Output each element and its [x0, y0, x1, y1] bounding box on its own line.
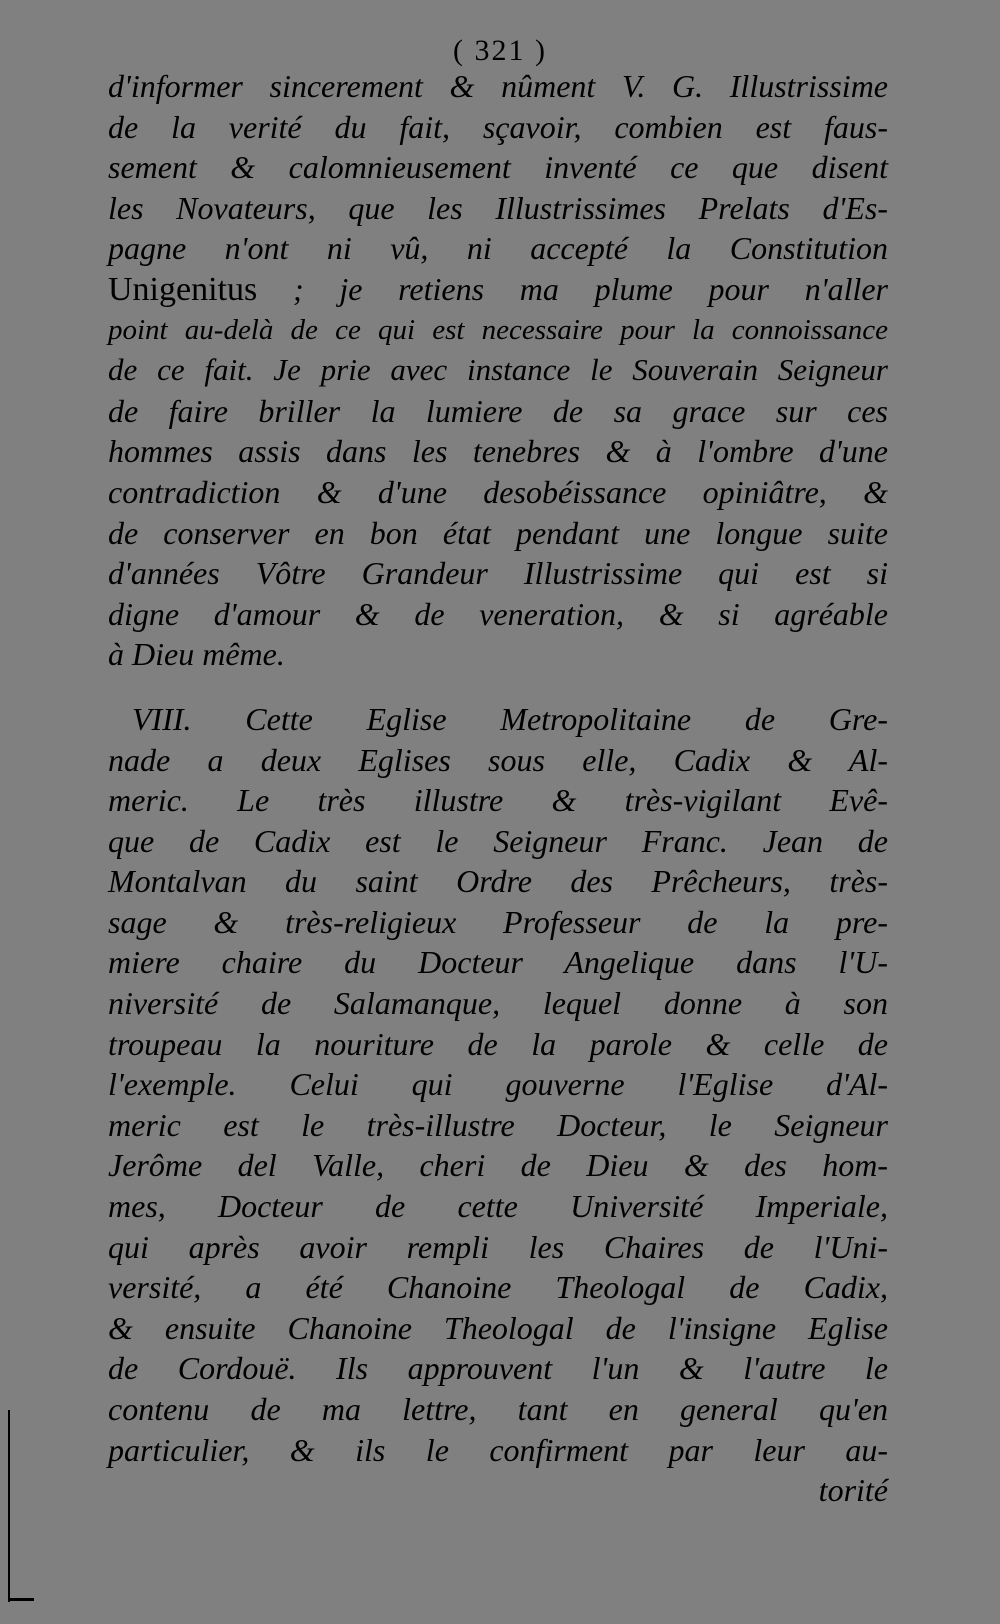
text-line: hommes assis dans les tenebres & à l'ombre d'une — [108, 433, 888, 470]
text-line: nade a deux Eglises sous elle, Cadix & Al- — [108, 741, 888, 778]
text-line: sement & calomnieusement inventé ce que disent — [108, 149, 888, 186]
text-line: mes, Docteur de cette Université Imperiale, — [108, 1188, 888, 1225]
text-line: de faire briller la lumiere de sa grace sur ces — [108, 392, 888, 429]
text-line: de Cordouë. Ils approuvent l'un & l'autre le — [108, 1350, 888, 1387]
page-number: ( 321 ) — [453, 34, 547, 67]
text-line: d'informer sincerement & nûment V. G. Illustrissime — [108, 68, 888, 104]
text-line: particulier, & ils le confirment par leur au- — [108, 1431, 888, 1468]
text-line: meric. Le très illustre & très-vigilant Evê- — [108, 782, 888, 819]
text-line: les Novateurs, que les Illustrissimes Prelats d'Es- — [108, 189, 888, 226]
text-line: pagne n'ont ni vû, ni accepté la Constitution — [108, 230, 888, 267]
text-line: meric est le très-illustre Docteur, le Seigneur — [108, 1106, 888, 1143]
body-text — [108, 66, 888, 1511]
text-line: l'exemple. Celui qui gouverne l'Eglise d'Al- — [108, 1066, 888, 1103]
text-line: & ensuite Chanoine Theologal de l'insigne Eglise — [108, 1309, 888, 1346]
text-line: digne d'amour & de veneration, & si agréable — [108, 595, 888, 632]
text-line-unigenitus: Unigenitus ; je retiens ma plume pour n'aller — [108, 270, 888, 308]
text-line: troupeau la nouriture de la parole & celle de — [108, 1025, 888, 1062]
text-line: de ce fait. Je prie avec instance le Souverain Seigneur — [108, 352, 888, 388]
text-line: contenu de ma lettre, tant en general qu'en — [108, 1391, 888, 1427]
catchword: torité — [818, 1472, 888, 1509]
roman-word: Unigenitus — [108, 270, 258, 308]
text-line: d'années Vôtre Grandeur Illustrissime qui est si — [108, 555, 888, 592]
text-line-section-start: VIII. Cette Eglise Metropolitaine de Gre- — [132, 700, 888, 737]
text-line: sage & très-religieux Professeur de la pre- — [108, 903, 888, 940]
margin-rule-foot — [8, 1598, 34, 1601]
text-line: point au-delà de ce qui est necessaire pour la connoissance — [108, 313, 888, 346]
text-line: Jerôme del Valle, cheri de Dieu & des hom- — [108, 1147, 888, 1184]
margin-rule — [8, 1410, 10, 1602]
text-line: versité, a été Chanoine Theologal de Cadix, — [108, 1269, 888, 1306]
text-line: qui après avoir rempli les Chaires de l'Uni- — [108, 1228, 888, 1265]
text-line-paragraph-end: à Dieu même. — [108, 636, 285, 673]
text-line: Montalvan du saint Ordre des Prêcheurs, très- — [108, 863, 888, 900]
text-line: que de Cadix est le Seigneur Franc. Jean de — [108, 822, 888, 859]
text-line: miere chaire du Docteur Angelique dans l'U- — [108, 944, 888, 981]
text-line: niversité de Salamanque, lequel donne à son — [108, 985, 888, 1022]
text-line: de la verité du fait, sçavoir, combien est faus- — [108, 108, 888, 145]
text-line: de conserver en bon état pendant une longue suite — [108, 514, 888, 551]
text-line: contradiction & d'une desobéissance opiniâtre, & — [108, 473, 888, 510]
